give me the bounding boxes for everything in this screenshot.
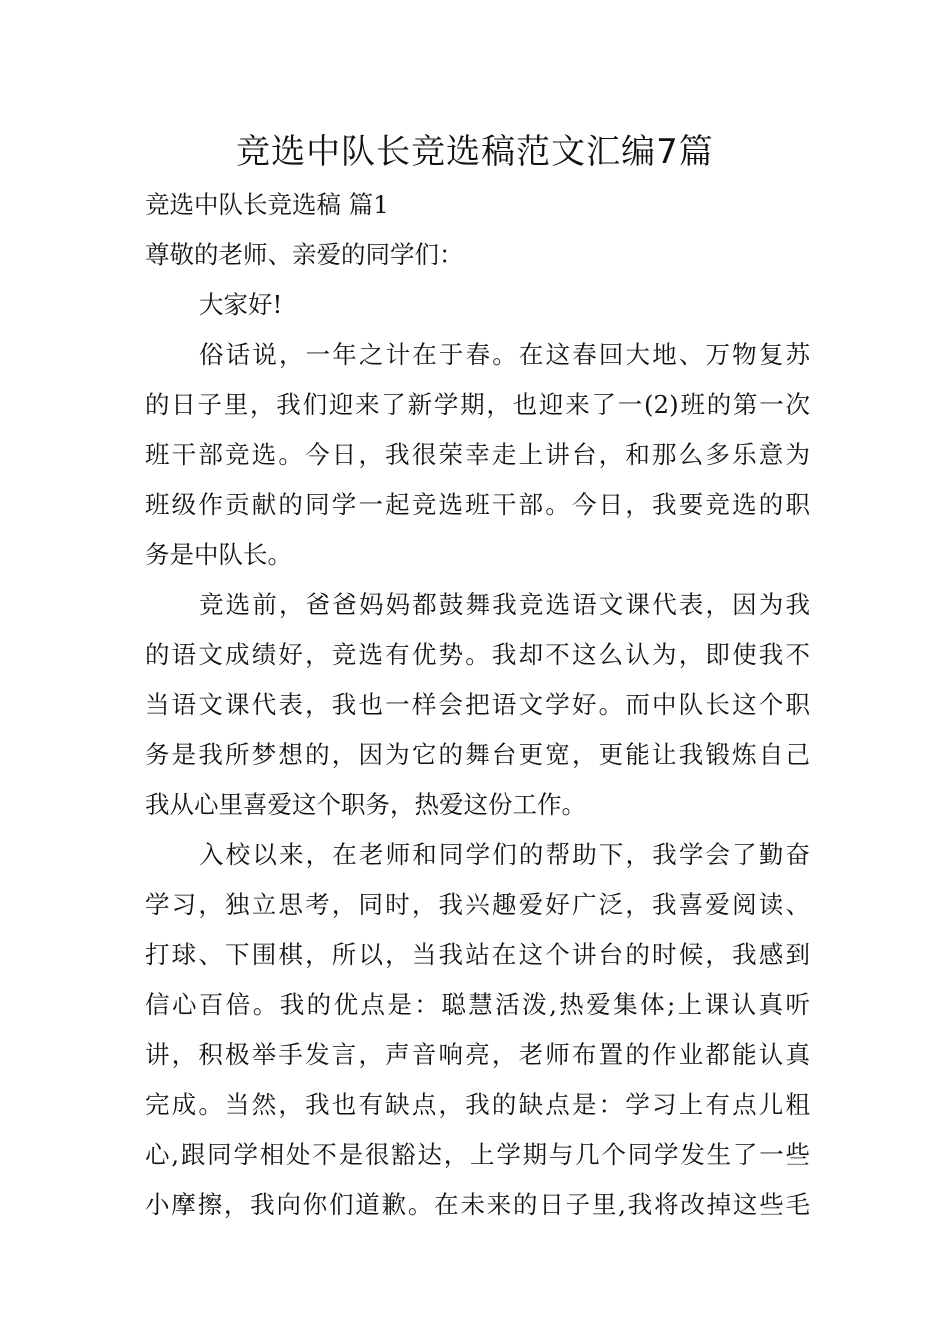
paragraph-line: 的日子里，我们迎来了新学期，也迎来了一(2)班的第一次 — [145, 390, 810, 419]
paragraph-line: 竞选前，爸爸妈妈都鼓舞我竞选语文课代表，因为我 — [199, 590, 810, 619]
paragraph-line: 讲，积极举手发言，声音响亮，老师布置的作业都能认真 — [145, 1040, 810, 1069]
paragraph-line: 当语文课代表，我也一样会把语文学好。而中队长这个职 — [145, 690, 810, 719]
paragraph-line: 完成。当然，我也有缺点，我的缺点是：学习上有点儿粗 — [145, 1090, 810, 1119]
paragraph-line: 我从心里喜爱这个职务，热爱这份工作。 — [145, 790, 586, 819]
paragraph-line: 俗话说，一年之计在于春。在这春回大地、万物复苏 — [199, 340, 810, 369]
paragraph-line: 信心百倍。我的优点是：聪慧活泼,热爱集体;上课认真听 — [145, 990, 810, 1019]
paragraph-line: 班级作贡献的同学一起竞选班干部。今日，我要竞选的职 — [145, 490, 810, 519]
paragraph-line: 入校以来，在老师和同学们的帮助下，我学会了勤奋 — [199, 840, 810, 869]
paragraph-line: 大家好! — [199, 290, 283, 319]
section-heading: 竞选中队长竞选稿 篇1 — [145, 190, 389, 219]
paragraph-line: 学习，独立思考，同时，我兴趣爱好广泛，我喜爱阅读、 — [145, 890, 810, 919]
document-title: 竞选中队长竞选稿范文汇编7篇 — [236, 132, 714, 172]
paragraph-line: 心,跟同学相处不是很豁达，上学期与几个同学发生了一些 — [145, 1140, 810, 1169]
document-body — [145, 180, 810, 1230]
paragraph-line: 尊敬的老师、亲爱的同学们： — [145, 240, 464, 269]
paragraph-line: 务是我所梦想的，因为它的舞台更宽，更能让我锻炼自己 — [145, 740, 810, 769]
paragraph-line: 打球、下围棋，所以，当我站在这个讲台的时候，我感到 — [145, 940, 810, 969]
paragraph-line: 班干部竞选。今日，我很荣幸走上讲台，和那么多乐意为 — [145, 440, 810, 469]
paragraph-line: 小摩擦，我向你们道歉。在未来的日子里,我将改掉这些毛 — [145, 1190, 810, 1219]
paragraph-line: 的语文成绩好，竞选有优势。我却不这么认为，即使我不 — [145, 640, 810, 669]
paragraph-line: 务是中队长。 — [145, 540, 292, 569]
